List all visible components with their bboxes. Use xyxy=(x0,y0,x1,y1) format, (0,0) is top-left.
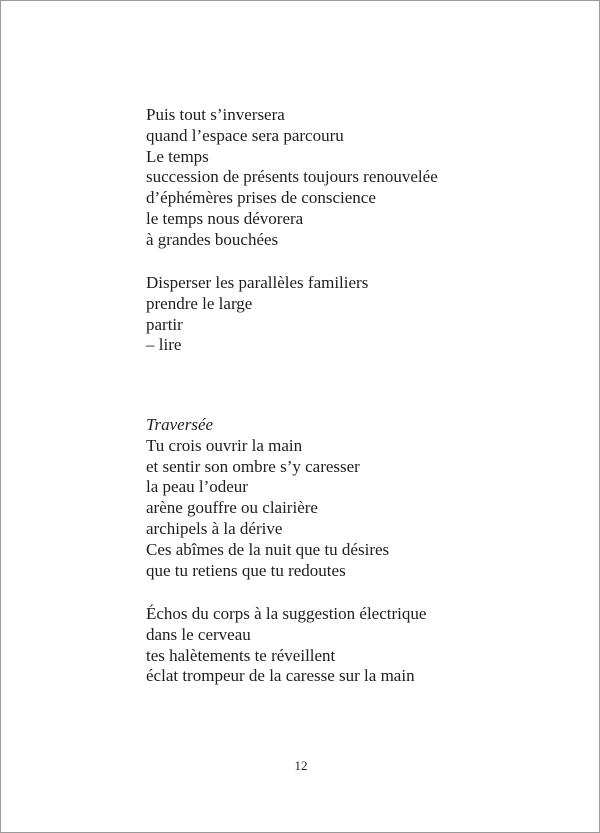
verse-line: arène gouffre ou clairière xyxy=(146,498,318,518)
verse-line: Puis tout s’inversera xyxy=(146,105,285,124)
verse-line: la peau l’odeur xyxy=(146,477,248,497)
verse-line: Disperser les parallèles familiers xyxy=(146,273,369,292)
page-number: 12 xyxy=(294,758,308,773)
verse-line: tes halètements te réveillent xyxy=(146,645,336,665)
verse-line: succession de présents toujours renouvelée xyxy=(146,167,438,187)
verse-line: archipels à la dérive xyxy=(146,518,283,538)
verse-line: Le temps xyxy=(146,146,209,166)
verse-line: éclat trompeur de la caresse sur la main xyxy=(146,666,415,686)
verse-line: à grandes bouchées xyxy=(146,229,279,249)
verse-line: et sentir son ombre s’y caresser xyxy=(146,456,360,476)
verse-line: que tu retiens que tu redoutes xyxy=(146,560,346,580)
verse-line: Ces abîmes de la nuit que tu désires xyxy=(146,539,390,559)
verse-line: prendre le large xyxy=(146,293,253,313)
verse-line: quand l’espace sera parcouru xyxy=(146,125,344,145)
poem-title: Traversée xyxy=(146,415,214,434)
verse-line: partir xyxy=(146,314,183,334)
verse-line: le temps nous dévorera xyxy=(146,208,304,228)
stanza-1 xyxy=(146,105,566,251)
poem-traversee-stanza-2 xyxy=(146,604,566,687)
verse-line: Échos du corps à la suggestion électrique xyxy=(146,604,427,623)
stanza-2 xyxy=(146,273,566,356)
verse-line: dans le cerveau xyxy=(146,624,251,644)
verse-line: Tu crois ouvrir la main xyxy=(146,435,303,455)
verse-line: d’éphémères prises de conscience xyxy=(146,188,376,208)
poem-traversee-stanza-1 xyxy=(146,415,566,581)
verse-line: – lire xyxy=(146,335,182,355)
